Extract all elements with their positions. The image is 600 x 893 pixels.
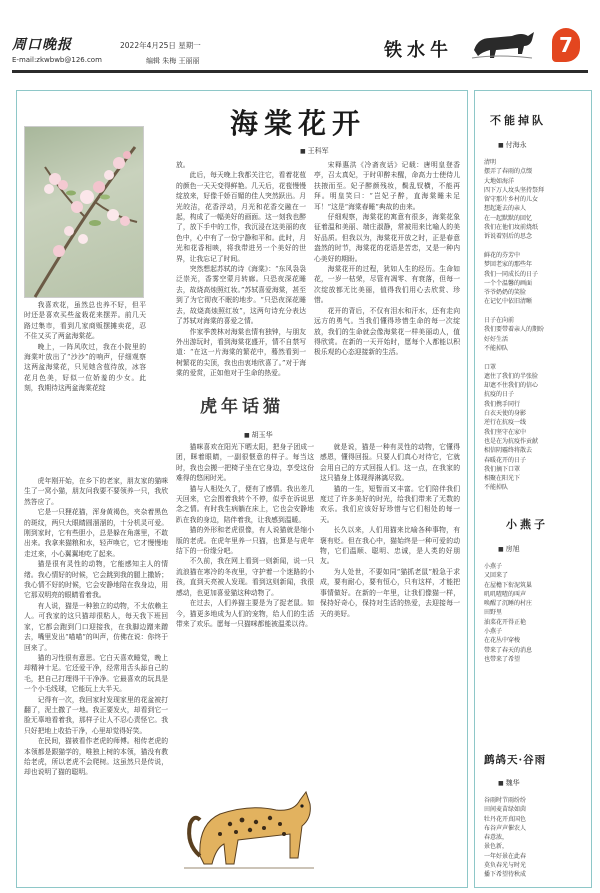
poem-line: 布谷声声催农人 [484, 824, 527, 832]
second-article-col-1: 虎年刚开始，在乡下的老家，朋友家的猫咪生了一窝小猫，朋友问我要不要领养一只，我欣然答应了。 它是一只狸花猫，浑身黄褐色，夹杂着黑色的斑纹，两只大眼睛圆溜溜的，十分机灵可爱。刚到家时，它有些胆小，总是躲在角落里，不敢出来。我拿来猫粮和水，轻声唤它，它才慢慢地走过来，小心翼翼地吃了起来。 猫是很有灵性的动物，它能感知主人的情绪。我心情好的时候，它会跳到我的腿上撒娇；我心情不好的时候，它会安静地陪在我身边，用它那双明亮的眼睛看着我。 有人说，猫是一种独立的动物，不太依赖主人。可我家的这只猫却很粘人，每天我下班回家，它都会跑到门口迎接我，在我脚边蹭来蹭去，嘴里发出“喵喵”的叫声，仿佛在说：你终于回来了。 猫的习性很有意思。它白天喜欢睡觉，晚上却精神十足。它还爱干净，经常用舌头舔自己的毛，把自己打理得干干净净。它最喜欢的玩具是一个小毛线球，它能玩上大半天。 记得有一次，我回家时发现家里的花盆被打翻了，泥土撒了一地。我正要发火，却看到它一脸无辜地看着我，那样子让人不忍心责怪它。我只好把地上收拾干净，心里却觉得好笑。 在民间，猫被看作老虎的师傅。相传老虎的本领都是跟猫学的，唯独上树的本领，猫没有教给老虎，所以老虎不会爬树。这虽然只是传说，却也说明了猫的聪明。 [24, 477, 168, 777]
sidebar-poem3-body [484, 796, 586, 882]
poem-line: 诉说着别后的思念 [484, 233, 533, 241]
poem-line: 谷雨时节雨纷纷 [484, 797, 527, 804]
sidebar-poem2-byline: ■ 房旭 [498, 544, 520, 554]
poem-line: 一年好景在此春 [484, 852, 527, 860]
sidebar-poem2-title: 小燕子 [506, 518, 548, 531]
main-article-byline: ■ 王科军 [300, 146, 329, 156]
poem-line: 我们在他们坟前烧纸 [484, 224, 539, 232]
poem-line: 在花丛中穿梭 [484, 637, 521, 645]
poem-line: 唤醒了沉睡的村庄 [484, 600, 533, 608]
second-article-title: 虎年话猫 [200, 397, 284, 417]
poem-line: 莫负春光与时光 [484, 862, 527, 870]
main-article-title: 海棠花开 [230, 107, 367, 140]
second-article-col-2: 猫咪喜欢在阳光下晒太阳，把身子团成一团，眯着眼睛，一副很惬意的样子。每当这时，我也会搬一把椅子坐在它身边，享受这份难得的悠闲时光。 猫与人相处久了，便有了感情。我出差几天回来，它会围着我转个不停，似乎在诉说思念之情。有时我生病躺在床上，它也会安静地趴在我的身边，陪伴着我，让我感到温暖。 猫的外形和老虎很像，有人说猫就是缩小版的老虎。在虎年里养一只猫，也算是与虎年结下的一份缘分吧。 不久前，我在网上看到一则新闻，说一只流浪猫在寒冷的冬夜里，守护着一个迷路的小孩，直到天亮被人发现。看到这则新闻，我很感动，也更加喜爱猫这种动物了。 在过去，人们养猫主要是为了捉老鼠。如今，猫更多地成为人们的宠物，给人们的生活带来了欢乐。愿每一只猫咪都能被温柔以待。 [176, 443, 314, 628]
poem-line: 小燕子 [484, 628, 503, 636]
poem-line: 白衣天使的身影 [484, 410, 527, 418]
poem-line: 好好生活 [484, 335, 509, 343]
poem-line: 我们一同成长的日子 [484, 270, 539, 278]
page-number-badge: 7 [552, 28, 580, 62]
poem-line: 鲜花的芬芳中 [484, 251, 521, 259]
poem-line: 相聚在阳光下 [484, 475, 521, 483]
poem-line: 也带来了希望 [484, 655, 521, 663]
poem-line: 却遮不住我们的信心 [484, 382, 539, 390]
poem-line: 留守那片乡村的儿女 [484, 196, 539, 204]
poem-line [484, 307, 586, 316]
poem-line: 四下万人坟头坚持祭拜 [484, 186, 545, 194]
poem-line: 相信阴霾终将散去 [484, 447, 533, 455]
poem-line: 在屋檐下衔泥筑巢 [484, 581, 533, 589]
poem-line: 牡丹花开真国色 [484, 815, 527, 823]
poem-line: 清明 [484, 159, 497, 166]
poem-line: 春暖花开的日子 [484, 456, 527, 464]
second-article-col-3: 就是说，猫是一种有灵性的动物，它懂得感恩，懂得回报。只要人们真心对待它，它就会用自己的方式回报人们。这一点，在我家的这只猫身上体现得淋漓尽致。 猫的一生，短暂而又丰富。它们陪伴我们度过了许多美好的时光，给我们带来了无数的欢乐。我们应该好好珍惜与它们相处的每一天。 长久以来，人们用猫来比喻各种事物，有褒有贬。但在我心中，猫始终是一种可爱的动物，它们温顺、聪明、忠诚，是人类的好朋友。 为人处世，不要如同“猫抓老鼠”般急于求成，要有耐心，要有恒心，只有这样，才能把事情做好。在新的一年里，让我们像猫一样，保持好奇心，保持对生活的热爱，去迎接每一天的美好。 [320, 443, 460, 618]
sidebar-poem1-byline: ■ 付海永 [498, 140, 527, 150]
poem-line: 我们要带着亲人的期盼 [484, 326, 545, 334]
poem-line: 口罩 [484, 363, 497, 371]
poem-line: 田野里 [484, 609, 503, 617]
main-article-col-3: 宋释惠洪《冷斋夜话》记载：唐明皇登香亭，召太真妃，于时卯醉未醒，命高力士使侍儿扶掖而至。妃子醉颜残妆，鬓乱钗横，不能再拜。明皇笑曰：“岂妃子醉，直海棠睡未足耳！”这是“海棠春睡”典故的由来。 仔细观察，海棠花的寓意有很多，海棠花象征着温和美丽、端庄淑静，常被用来比喻人的美好品质。但我以为，海棠花开放之时，正是春意盎然的时节，海棠花的花语是苦恋，又是一种内心美好的期盼。 海棠花开的过程，犹如人生的经历。生命如花，一岁一枯荣，尽管有凋零、有衰落，但每一次绽放都无比美丽，值得我们用心去欣赏、珍惜。 花开的背后，不仅有泪水和汗水，还有走向远方的勇气。当我们懂得珍惜生命的每一次绽放，我们的生命就会像海棠花一样美丽动人，值得欣赏。在新的一天开始时，愿每个人都能以积极乐观的心态迎接新的生活。 [314, 161, 460, 357]
blossom-branch-image [25, 127, 145, 299]
main-article-col-2: 放。 此后，每天晚上我都关注它，看着花苞的颜色一天天变得鲜艳。几天后，花苞慢慢绽放来，好像千娇百媚的佳人突然跃出。月光皎洁，花香浮动，月光和花香交融在一起，构成了一幅美好的画面。这一刻我也醉了，放下手中的工作，我沉浸在这美丽的夜色中，心中有了一份宁静和平和。此时，月光和花香相映，将我带进另一个美好的世界，让我忘记了时间。 突然想起苏轼的诗《海棠》：“东风袅袅泛崇光，香雾空蒙月转廊。只恐夜深花睡去，故烧高烛照红妆。”苏轼喜爱海棠，甚至到了为它彻夜不眠的地步。“只恐夜深花睡去，故烧高烛照红妆”，这两句诗充分表达了苏轼对海棠的喜爱之情。 作家季羡林对海棠也情有独钟，与朋友外出游玩时，看到海棠花盛开，情不自禁写道：“在这一片海棠的繁花中，蓦然看到一树繁花的尖顶，我也由衷地欣喜了。”对于海棠的爱赏，正如他对于生命的热爱。 [176, 161, 306, 378]
leopard-cat-illustration [180, 764, 318, 876]
sidebar-poem1-title: 不能掉队 [490, 114, 546, 127]
poem-line: 遮住了我们的半张脸 [484, 372, 539, 380]
poem-line: 日子在向前 [484, 317, 515, 325]
sidebar-poem3-title: 鹧鸪天·谷雨 [484, 754, 547, 766]
poem-line: 抗疫的日子 [484, 391, 515, 399]
poem-line: 播下希望待秋成 [484, 871, 527, 879]
poem-line: 带来了春天的消息 [484, 646, 533, 654]
poem-line: 春意浓， [484, 834, 509, 842]
poem-line: 想起逝去的亲人 [484, 205, 527, 213]
poem-line [484, 242, 586, 251]
poem-line: 一个个温馨的画面 [484, 279, 533, 287]
poem-line: 小燕子 [484, 563, 503, 570]
poem-line: 在一起默默的回忆 [484, 214, 533, 222]
masthead [0, 0, 600, 84]
poem-line: 也是在为抗疫作贡献 [484, 437, 539, 445]
poem-line: 叽叽喳喳的叫声 [484, 590, 527, 598]
email-address: E-mail:zkwbwb@126.com [12, 56, 102, 64]
editors-line: 编辑 朱梅 王丽丽 [146, 57, 200, 65]
main-article-col-1: 我喜欢花，虽然总也养不好，但平时还是喜欢买些盆栽花来摆弄。前几天路过集市，看到几家商贩摆摊卖花，忍不住又买了两盆海棠花。 晚上，一阵风吹过，我在小院里的海棠叶放出了“沙沙”的响声，仔细观察这两盆海棠花，只见她含苞待放，冰容花月色美，好似一位娇羞的少女。此刻，我期待这两盆海棠花绽 [24, 301, 146, 393]
poem-line: 在记忆中依旧清晰 [484, 298, 533, 306]
poem-line: 不能掉队 [484, 484, 509, 492]
poem-line: 摆弄了春雨的点缀 [484, 168, 533, 176]
poem-line: 爷爷奶奶的笑脸 [484, 289, 527, 297]
second-article-byline: ■ 胡玉华 [244, 430, 273, 440]
poem-line: 田间麦苗绿如茵 [484, 806, 527, 814]
poem-line: 我们携手同行 [484, 400, 521, 408]
poem-line: 逆行在抗疫一线 [484, 419, 527, 427]
poem-line: 不能掉队 [484, 344, 509, 352]
sidebar-poem3-byline: ■ 魏华 [498, 778, 520, 788]
poem-line: 又回来了 [484, 572, 509, 580]
newspaper-logo: 周口晚报 [12, 37, 72, 53]
poem-line: 梦回老家的那些年 [484, 261, 533, 269]
masthead-rule [12, 70, 588, 73]
poem-line: 我们坚守在家中 [484, 428, 527, 436]
poem-line: 大地如海洋 [484, 177, 515, 185]
poem-line: 油菜花开得正艳 [484, 618, 527, 626]
bull-icon [468, 24, 538, 64]
issue-date: 2022年4月25日 星期一 [120, 41, 201, 50]
poem-line [484, 353, 586, 362]
section-title: 铁水牛 [384, 40, 453, 61]
flower-photo [24, 126, 144, 298]
sidebar-poem1-body [484, 158, 586, 494]
poem-line: 我们摘下口罩 [484, 465, 521, 473]
sidebar-poem2-body [484, 562, 586, 692]
poem-line: 景色新， [484, 843, 509, 851]
